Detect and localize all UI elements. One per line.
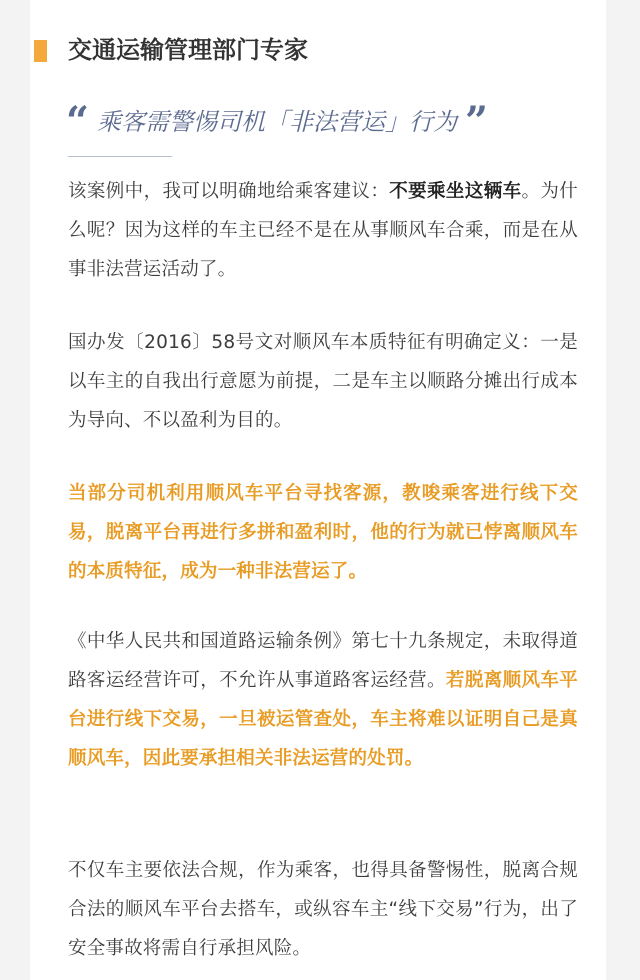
quote-text: 乘客需警惕司机「非法营运」行为 bbox=[97, 108, 458, 136]
open-quote-icon: “ bbox=[66, 98, 90, 145]
paragraph-advice bbox=[68, 172, 578, 289]
close-quote-icon: ” bbox=[465, 98, 489, 145]
paragraph-regulation bbox=[68, 622, 578, 778]
section-header bbox=[30, 34, 606, 66]
paragraph-advice-rest: 。为什么呢？因为这样的车主已经不是在从事顺风车合乘，而是在从事非法营运活动了。 bbox=[68, 181, 579, 280]
section-title: 交通运输管理部门专家 bbox=[68, 36, 308, 64]
paragraph-advice-bold: 不要乘坐这辆车 bbox=[389, 181, 522, 202]
paragraph-definition: 国办发〔2016〕58号文对顺风车本质特征有明确定义：一是以车主的自我出行意愿为前提，二是车主以顺路分摊出行成本为导向、不以盈利为目的。 bbox=[68, 332, 578, 431]
quote-divider bbox=[68, 156, 172, 157]
paragraph-warning: 不仅车主要依法合规，作为乘客，也得具备警惕性，脱离合规合法的顺风车平台去搭车，或纵容车主“线下交易”行为，出了安全事故将需自行承担风险。 bbox=[68, 860, 578, 959]
paragraph-regulation-highlight: 若脱离顺风车平台进行线下交易，一旦被运管查处，车主将难以证明自己是真顺风车，因此要承担相关非法运营的处罚。 bbox=[68, 670, 578, 769]
paragraph-highlight: 当部分司机利用顺风车平台寻找客源，教唆乘客进行线下交易，脱离平台再进行多拼和盈利时，他的行为就已悖离顺风车的本质特征，成为一种非法营运了。 bbox=[68, 483, 578, 582]
article-card bbox=[30, 0, 606, 980]
pull-quote bbox=[66, 98, 586, 145]
paragraph-regulation-text: 《中华人民共和国道路运输条例》第七十九条规定，未取得道路客运经营许可，不允许从事道路客运经营。 bbox=[68, 631, 578, 691]
accent-bar bbox=[34, 40, 47, 62]
paragraph-advice-lead: 该案例中，我可以明确地给乘客建议： bbox=[68, 181, 390, 202]
